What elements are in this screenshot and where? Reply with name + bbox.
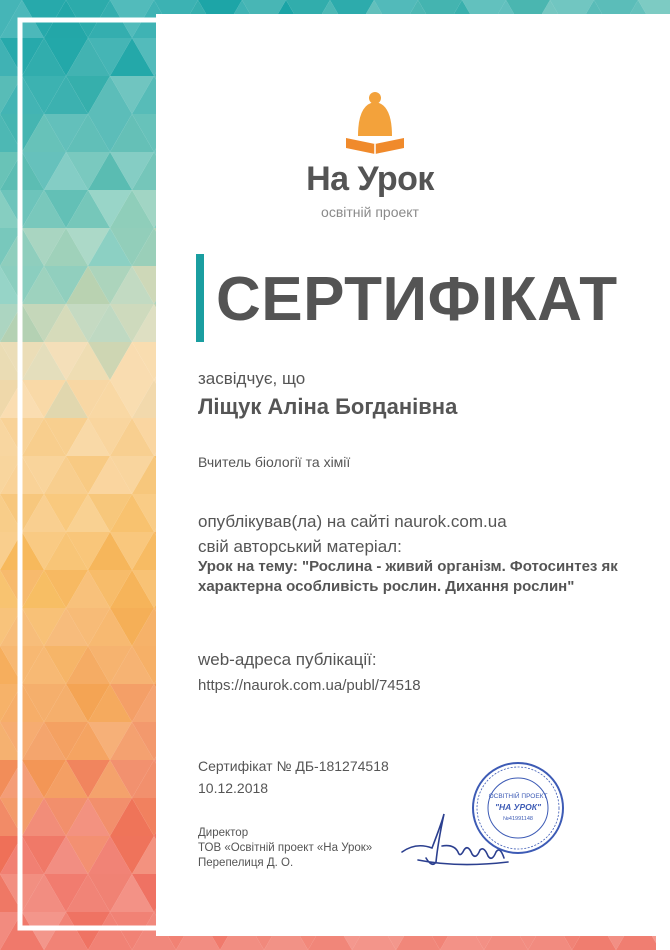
recipient-position: Вчитель біології та хімії (198, 454, 351, 470)
web-address-label: web-адреса публікації: (198, 650, 377, 669)
certificate-title: СЕРТИФІКАТ (216, 265, 618, 334)
lesson-topic: Урок на тему: "Рослина - живий організм. Фотосинтез як характерна особливість рослин. Дихання рослин" (198, 558, 618, 595)
stamp-line1: ОСВІТНІЙ ПРОЕКТ (488, 793, 548, 800)
director-title: Директор (198, 827, 249, 839)
published-text: опублікував(ла) на сайті naurok.com.ua (198, 512, 507, 531)
material-text: свій авторський матеріал: (198, 537, 402, 556)
publication-url: https://naurok.com.ua/publ/74518 (198, 677, 421, 694)
recipient-name: Ліщук Аліна Богданівна (198, 394, 458, 419)
certificate-date: 10.12.2018 (198, 780, 269, 796)
title-accent-bar (196, 254, 204, 342)
director-name: Перепелиця Д. О. (198, 857, 294, 869)
official-stamp (470, 760, 566, 856)
certifies-text: засвідчує, що (198, 369, 306, 388)
logo-tagline: освітній проект (321, 204, 419, 220)
director-company: ТОВ «Освітній проект «На Урок» (198, 842, 373, 854)
bell-book-icon (300, 92, 450, 163)
logo-brand: На Урок (306, 160, 434, 198)
stamp-line2: "НА УРОК" (495, 802, 541, 812)
stamp-code: №41991148 (503, 816, 533, 822)
certificate-number: Сертифікат № ДБ-181274518 (198, 758, 389, 774)
